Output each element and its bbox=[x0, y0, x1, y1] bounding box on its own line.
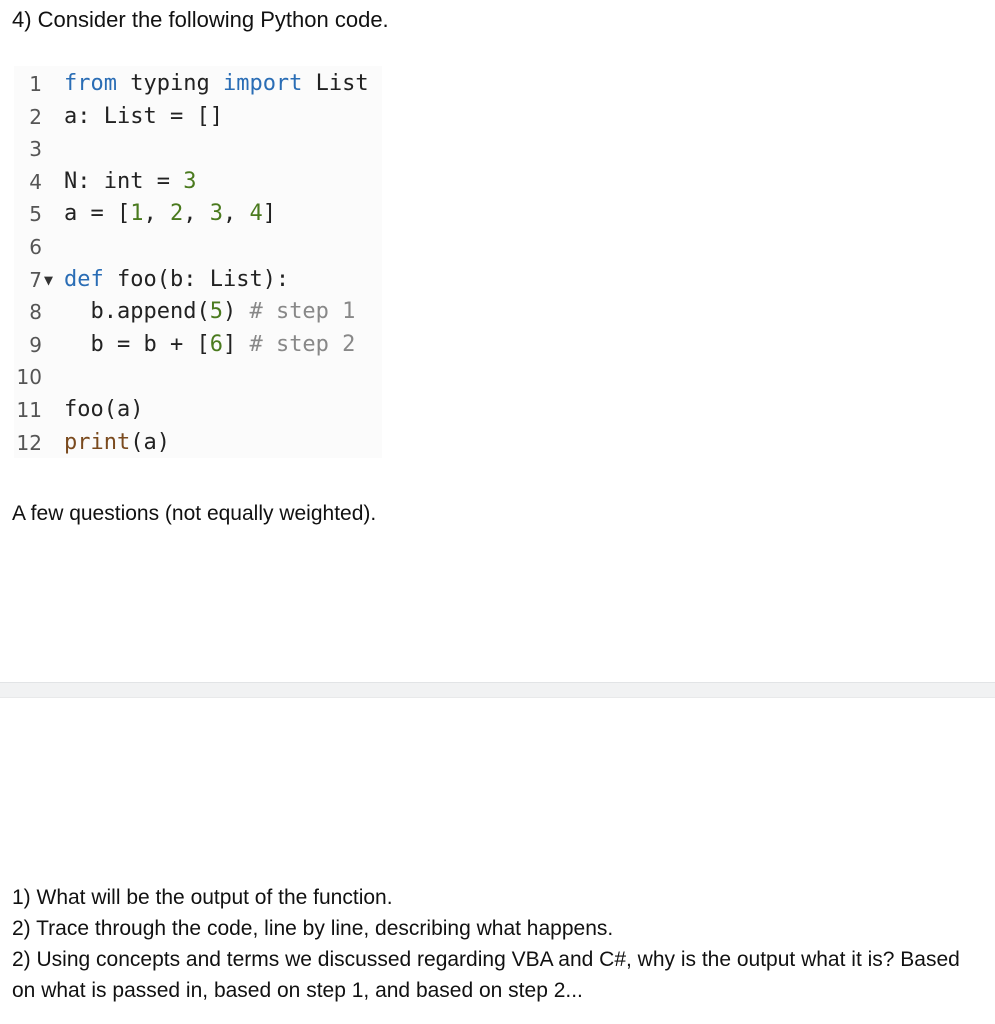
section-divider bbox=[0, 682, 995, 698]
line-number: 1 bbox=[29, 72, 42, 96]
line-number: 6 bbox=[29, 235, 42, 259]
questions-list bbox=[12, 882, 987, 1006]
line-number: 8 bbox=[29, 300, 42, 325]
code-token: (a) bbox=[130, 429, 170, 455]
code-text bbox=[64, 296, 355, 328]
line-number: 9 bbox=[29, 332, 42, 357]
code-token: 2 bbox=[169, 201, 184, 227]
line-number: 4 bbox=[29, 169, 42, 194]
code-token: from bbox=[64, 71, 117, 96]
code-token: # step 2 bbox=[249, 331, 356, 357]
code-token: print bbox=[64, 429, 131, 455]
question-item: 1) What will be the output of the function. bbox=[12, 886, 393, 909]
code-text bbox=[64, 101, 223, 133]
code-token: a: List = [] bbox=[64, 103, 223, 129]
code-token: 4 bbox=[249, 201, 263, 227]
code-token: List bbox=[302, 71, 369, 96]
code-token: a = [ bbox=[64, 201, 131, 227]
code-token: 6 bbox=[209, 331, 223, 357]
code-token: 3 bbox=[183, 168, 197, 194]
code-block bbox=[14, 66, 382, 458]
code-text bbox=[64, 427, 170, 459]
code-token: 3 bbox=[209, 201, 223, 227]
code-text bbox=[64, 264, 289, 296]
line-number: 5 bbox=[29, 202, 42, 227]
code-text bbox=[64, 394, 143, 426]
code-text bbox=[64, 166, 196, 198]
code-text bbox=[64, 68, 369, 100]
line-number: 7 bbox=[29, 267, 42, 292]
question-item: 2) Trace through the code, line by line, describing what happens. bbox=[12, 917, 614, 940]
line-number: 12 bbox=[16, 430, 42, 455]
code-token: def bbox=[64, 266, 104, 292]
code-token: ] bbox=[222, 331, 250, 357]
code-token: ) bbox=[222, 299, 250, 325]
code-text bbox=[64, 329, 355, 361]
code-token: import bbox=[222, 71, 303, 96]
code-token: , bbox=[222, 201, 250, 227]
code-token: foo(a) bbox=[64, 397, 144, 422]
line-number: 3 bbox=[29, 137, 42, 162]
line-number: 11 bbox=[16, 398, 42, 422]
code-token: b = b + [ bbox=[64, 331, 210, 357]
question-heading: 4) Consider the following Python code. bbox=[12, 7, 389, 32]
code-token: N: int = bbox=[64, 168, 184, 194]
code-token: , bbox=[143, 201, 170, 227]
code-token: , bbox=[183, 201, 210, 227]
line-number: 10 bbox=[16, 365, 42, 390]
question-item: 2) Using concepts and terms we discussed regarding VBA and C#, why is the output what it is? Based on what is passed in, based on step 1, and based on step 2... bbox=[12, 948, 960, 1002]
code-token: foo(b: List): bbox=[103, 266, 290, 292]
fold-arrow-icon[interactable]: ▼ bbox=[44, 270, 54, 289]
code-token: b.append( bbox=[64, 299, 210, 325]
code-token: ] bbox=[262, 201, 276, 227]
code-token: 5 bbox=[209, 299, 223, 325]
intro-text: A few questions (not equally weighted). bbox=[12, 502, 377, 525]
code-text bbox=[64, 198, 276, 230]
code-token: # step 1 bbox=[249, 299, 356, 325]
line-number: 2 bbox=[29, 104, 42, 129]
code-token: 1 bbox=[130, 201, 144, 227]
code-token: typing bbox=[116, 71, 223, 96]
